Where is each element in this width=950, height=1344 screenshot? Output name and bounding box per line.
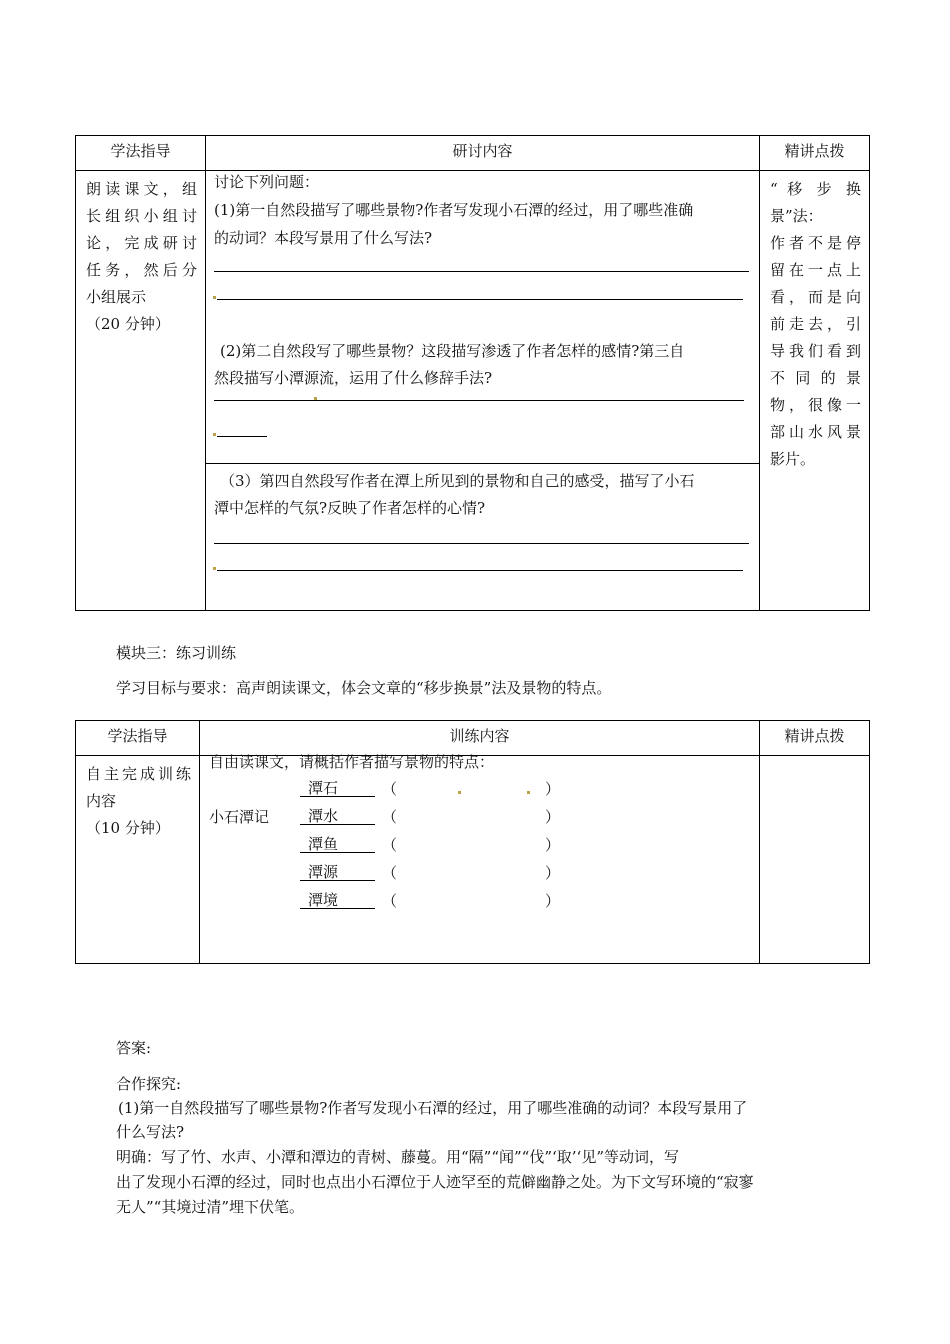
question-3-line-1: （3）第四自然段写作者在潭上所见到的景物和自己的感受，描写了小石 [220, 472, 695, 490]
marker-dot [213, 567, 216, 570]
tip-line: 部山水风景 [770, 423, 861, 441]
header-study-guide: 学法指导 [76, 721, 200, 756]
answer-text-line: 无人”“其境过清”埋下伏笔。 [116, 1198, 305, 1216]
paren-open: （ [382, 836, 398, 854]
tip-line: 景”法： [770, 207, 823, 225]
guide-time: （20 分钟） [86, 315, 170, 333]
article-label: 小石潭记 [209, 808, 270, 826]
tip-line: “ 移 步 换 [770, 180, 861, 198]
guide-line: 自主完成训练 [86, 765, 191, 783]
answer-text-line: 明确：写了竹、水声、小潭和潭边的青树、藤蔓。用“隔”“闻”“伐”‘取’‘见”等动词，写 [116, 1148, 679, 1166]
guide-line: 内容 [86, 792, 117, 810]
key-points-cell [760, 171, 870, 611]
marker-dot [213, 433, 216, 436]
paren-close: ） [545, 836, 561, 854]
tip-line: 留在一点上 [770, 261, 861, 279]
guide-line: 任务，然后分 [86, 261, 197, 279]
answer-line [217, 570, 743, 571]
header-training-content: 训练内容 [200, 721, 760, 756]
paren-close: ） [545, 808, 561, 826]
key-points-cell [760, 756, 870, 964]
paren-open: （ [382, 892, 398, 910]
study-guide-cell [76, 171, 206, 611]
question-1-line-2: 的动词？本段写景用了什么写法? [214, 229, 433, 247]
question-2-line-2: 然段描写小潭源流，运用了什么修辞手法? [214, 369, 493, 387]
feature-item: 潭水 [300, 806, 375, 825]
paren-open: （ [382, 780, 398, 798]
header-discussion-content: 研讨内容 [206, 136, 760, 171]
training-intro: 自由读课文，请概括作者描写景物的特点： [209, 753, 495, 771]
paren-close: ） [545, 892, 561, 910]
answers-heading: 答案: [116, 1039, 152, 1057]
feature-item: 潭石 [300, 778, 375, 797]
answer-line [214, 400, 744, 401]
study-guide-cell [76, 756, 200, 964]
answer-line [214, 543, 749, 544]
header-study-guide: 学法指导 [76, 136, 206, 171]
tip-line: 前走去，引 [770, 315, 861, 333]
paren-open: （ [382, 808, 398, 826]
paren-open: （ [382, 864, 398, 882]
guide-line: 论，完成研讨 [86, 234, 197, 252]
question-3-line-2: 潭中怎样的气氛?反映了作者怎样的心情? [214, 499, 486, 517]
guide-line: 朗读课文，组 [86, 180, 197, 198]
answer-question-line: (1)第一自然段描写了哪些景物?作者写发现小石潭的经过，用了哪些准确的动词？本段写景用了 [118, 1099, 748, 1117]
tip-line: 导我们看到 [770, 342, 861, 360]
answer-text-line: 出了发现小石潭的经过，同时也点出小石潭位于人迹罕至的荒僻幽静之处。为下文写环境的“寂寥 [116, 1173, 754, 1191]
tip-line: 不 同 的 景 [770, 369, 861, 387]
answer-line [217, 436, 267, 437]
question-1-line-1: (1)第一自然段描写了哪些景物?作者写发现小石潭的经过，用了哪些准确 [214, 201, 694, 219]
guide-time: （10 分钟） [86, 819, 170, 837]
paren-close: ） [545, 780, 561, 798]
question-2-line-1: (2)第二自然段写了哪些景物？这段描写渗透了作者怎样的感情?第三自 [220, 342, 685, 360]
marker-dot [213, 296, 216, 299]
marker-dot [458, 791, 461, 794]
answers-section: 合作探究: [116, 1075, 182, 1093]
discussion-intro: 讨论下列问题： [214, 173, 320, 191]
marker-dot [314, 397, 317, 400]
section-divider [206, 463, 759, 464]
paren-close: ） [545, 864, 561, 882]
header-key-points: 精讲点拨 [760, 721, 870, 756]
feature-item: 潭鱼 [300, 834, 375, 853]
guide-line: 长组织小组讨 [86, 207, 197, 225]
answer-line [217, 299, 743, 300]
tip-line: 作者不是停 [770, 234, 861, 252]
tip-line: 看，而是向 [770, 288, 861, 306]
header-key-points: 精讲点拨 [760, 136, 870, 171]
tip-line: 物，很像一 [770, 396, 861, 414]
module-title: 模块三：练习训练 [116, 644, 237, 662]
marker-dot [527, 791, 530, 794]
tip-line: 影片。 [770, 450, 816, 468]
feature-item: 潭境 [300, 890, 375, 909]
guide-line: 小组展示 [86, 288, 147, 306]
answer-question-line: 什么写法? [116, 1123, 185, 1141]
training-content-cell [200, 756, 760, 964]
answer-line [214, 271, 749, 272]
module-goal: 学习目标与要求：高声朗读课文，体会文章的“移步换景”法及景物的特点。 [116, 679, 612, 697]
feature-item: 潭源 [300, 862, 375, 881]
